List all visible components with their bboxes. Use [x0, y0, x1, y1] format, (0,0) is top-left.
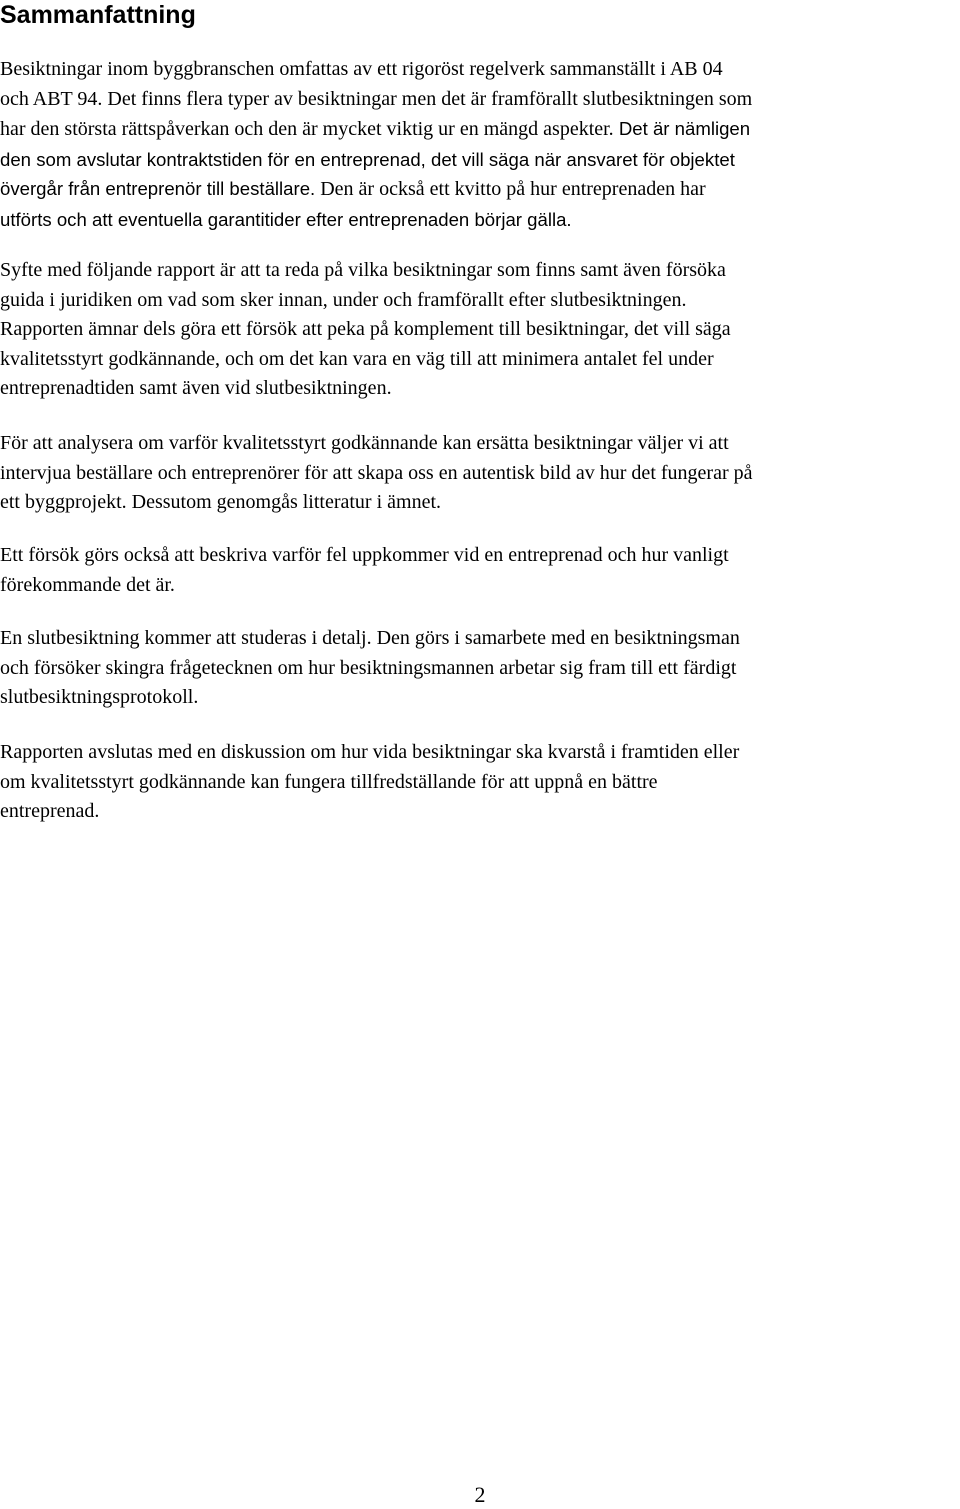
text-segment: övergår från entreprenör till beställare. — [0, 178, 316, 199]
text-segment: Det är nämligen — [613, 118, 751, 139]
text-line: Rapporten ämnar dels göra ett försök att peka på komplement till besiktningar, det vill säga — [0, 318, 731, 340]
text-line: slutbesiktningsprotokoll. — [0, 686, 199, 708]
paragraph-5 — [0, 624, 740, 713]
text-line: om kvalitetsstyrt godkännande kan fungera tillfredställande för att uppnå en bättre — [0, 770, 658, 793]
text-line: entreprenadtiden samt även vid slutbesiktningen. — [0, 377, 392, 399]
paragraph-2 — [0, 256, 731, 404]
text-line: förekommande det är. — [0, 573, 175, 596]
text-line: kvalitetsstyrt godkännande, och om det kan vara en väg till att minimera antalet fel under — [0, 347, 714, 370]
text-line: Rapporten avslutas med en diskussion om hur vida besiktningar ska kvarstå i framtiden eller — [0, 741, 740, 763]
text-line: Ett försök görs också att beskriva varför fel uppkommer vid en entreprenad och hur vanligt — [0, 544, 729, 566]
text-line: Besiktningar inom byggbranschen omfattas av ett rigoröst regelverk sammanställt i AB 04 — [0, 58, 723, 80]
paragraph-6 — [0, 738, 739, 827]
text-line: För att analysera om varför kvalitetsstyrt godkännande kan ersätta besiktningar väljer vi att — [0, 432, 729, 454]
text-line: En slutbesiktning kommer att studeras i detalj. Den görs i samarbete med en besiktningsman — [0, 627, 740, 649]
text-line: Syfte med följande rapport är att ta reda på vilka besiktningar som finns samt även försöka — [0, 259, 726, 281]
text-line: guida i juridiken om vad som sker innan, under och framförallt efter slutbesiktningen. — [0, 288, 687, 311]
section-heading: Sammanfattning — [0, 1, 196, 29]
text-line: intervjua beställare och entreprenörer för att skapa oss en autentisk bild av hur det fungerar på — [0, 461, 753, 484]
text-line — [0, 174, 752, 205]
text-line: och ABT 94. Det finns flera typer av besiktningar men det är framförallt slutbesiktningen som — [0, 87, 753, 110]
text-segment: Den är också ett kvitto på hur entreprenaden har — [315, 178, 706, 200]
text-line: ett byggprojekt. Dessutom genomgås litteratur i ämnet. — [0, 491, 442, 513]
page-number: 2 — [474, 1482, 486, 1507]
text-line: och försöker skingra frågetecknen om hur besiktningsmannen arbetar sig fram till ett färdigt — [0, 656, 737, 679]
text-line: utförts och att eventuella garantitider efter entreprenaden börjar gälla. — [0, 208, 572, 230]
paragraph-4 — [0, 541, 729, 600]
text-segment: har den största rättspåverkan och den är mycket viktig ur en mängd aspekter. — [0, 118, 614, 140]
paragraph-1 — [0, 55, 752, 234]
paragraph-3 — [0, 429, 752, 518]
text-line — [0, 114, 752, 145]
text-line: entreprenad. — [0, 800, 100, 822]
text-line: den som avslutar kontraktstiden för en entreprenad, det vill säga när ansvaret för objektet — [0, 148, 735, 170]
